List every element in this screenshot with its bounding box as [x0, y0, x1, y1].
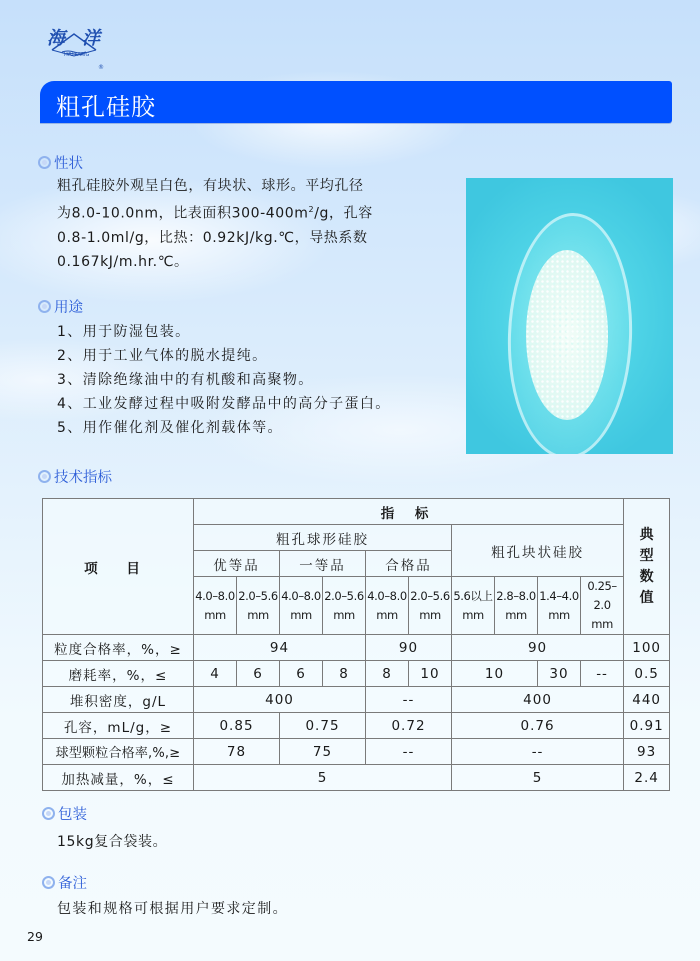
table-cell: 5: [452, 765, 624, 791]
logo-char-2: 洋: [82, 28, 100, 49]
size-range: 2.0–5.6: [410, 588, 450, 603]
row-label: 堆积密度，g/L: [43, 687, 194, 713]
table-row: [43, 765, 670, 791]
size-range: 4.0–8.0: [195, 588, 235, 603]
size-unit: mm: [333, 607, 355, 622]
grade-first: 一等品: [280, 551, 366, 577]
page-number: 29: [27, 929, 43, 944]
size-range: 4.0–8.0: [367, 588, 407, 603]
table-cell: 94: [194, 635, 366, 661]
table-cell: 90: [452, 635, 624, 661]
size-range: 2.0–5.6: [324, 588, 364, 603]
list-item: 4、工业发酵过程中吸附发酵品中的高分子蛋白。: [57, 396, 391, 412]
page-title: 粗孔硅胶: [56, 93, 156, 121]
table-row: [43, 713, 670, 739]
table-cell: 0.85: [194, 713, 280, 739]
silica-gel-granules: [526, 250, 608, 420]
table-cell: 5: [194, 765, 452, 791]
table-cell: 78: [194, 739, 280, 765]
logo-char-1: 海: [47, 28, 65, 49]
item-header: 项 目: [43, 499, 194, 635]
table-cell: 75: [280, 739, 366, 765]
superscript: 2: [308, 205, 315, 214]
heading-text: 包装: [58, 807, 87, 823]
row-label: 球型颗粒合格率,%,≥: [43, 739, 194, 765]
table-cell: 6: [237, 661, 280, 687]
size-range: 1.4–4.0: [539, 588, 579, 603]
product-photo: [466, 178, 673, 454]
list-item: 2、用于工业气体的脱水提纯。: [57, 348, 268, 364]
size-unit: mm: [548, 607, 570, 622]
section-heading-uses: [38, 296, 83, 317]
uses-list: [57, 320, 391, 440]
table-cell: 0.72: [366, 713, 452, 739]
size-unit: mm: [419, 607, 441, 622]
size-unit: mm: [376, 607, 398, 622]
table-row: [43, 739, 670, 765]
grade-premium: 优等品: [194, 551, 280, 577]
table-cell: --: [452, 739, 624, 765]
company-logo: [44, 24, 106, 72]
table-cell: 10: [452, 661, 538, 687]
packaging-text: 15kg复合袋装。: [57, 834, 168, 850]
typical-cell: 100: [624, 635, 670, 661]
heading-text: 技术指标: [54, 470, 112, 486]
row-label: 粒度合格率，%，≥: [43, 635, 194, 661]
typical-cell: 0.5: [624, 661, 670, 687]
section-heading-properties: [38, 152, 83, 173]
title-banner: [40, 81, 672, 123]
table-cell: --: [366, 739, 452, 765]
table-cell: --: [366, 687, 452, 713]
typical-cell: 93: [624, 739, 670, 765]
table-cell: --: [581, 661, 624, 687]
circle-bullet-icon: [38, 156, 51, 169]
group-block-header: 粗孔块状硅胶: [452, 525, 624, 577]
heading-text: 性状: [54, 156, 83, 172]
table-row: [43, 687, 670, 713]
row-label: 加热减量，%，≤: [43, 765, 194, 791]
size-cell: [237, 577, 280, 635]
typical-char: 数: [639, 568, 654, 585]
size-range: 2.0–5.6: [238, 588, 278, 603]
typical-value-header: [624, 499, 670, 635]
properties-line-1: 粗孔硅胶外观呈白色，有块状、球形。平均孔径: [57, 178, 364, 194]
table-cell: 90: [366, 635, 452, 661]
heading-text: 用途: [54, 300, 83, 316]
size-range: 5.6以上: [453, 588, 493, 603]
typical-cell: 0.91: [624, 713, 670, 739]
table-cell: 400: [194, 687, 366, 713]
typical-char: 典: [639, 526, 654, 543]
index-header: 指 标: [194, 499, 624, 525]
table-cell: 10: [409, 661, 452, 687]
list-item: 1、用于防湿包装。: [57, 324, 191, 340]
typical-cell: 440: [624, 687, 670, 713]
table-cell: 6: [280, 661, 323, 687]
circle-bullet-icon: [38, 300, 51, 313]
size-cell: [323, 577, 366, 635]
table-cell: 0.75: [280, 713, 366, 739]
size-unit: mm: [591, 617, 613, 631]
properties-line-2: [57, 198, 417, 226]
section-heading-remarks: [42, 872, 87, 893]
size-range: 0.25–2.0: [587, 579, 617, 612]
size-cell: [495, 577, 538, 635]
size-cell: [194, 577, 237, 635]
row-label: 磨耗率，%，≤: [43, 661, 194, 687]
circle-bullet-icon: [42, 807, 55, 820]
spec-table: [42, 498, 670, 791]
section-heading-specs: [38, 466, 112, 487]
size-range: 4.0–8.0: [281, 588, 321, 603]
row-label: 孔容，mL/g，≥: [43, 713, 194, 739]
table-cell: 30: [538, 661, 581, 687]
heading-text: 备注: [58, 876, 87, 892]
size-cell: [366, 577, 409, 635]
group-spherical-header: 粗孔球形硅胶: [194, 525, 452, 551]
size-cell: [452, 577, 495, 635]
registered-mark: ®: [98, 64, 104, 71]
size-range: 2.8–8.0: [496, 588, 536, 603]
typical-char: 值: [639, 589, 654, 606]
size-unit: mm: [462, 607, 484, 622]
table-cell: 0.76: [452, 713, 624, 739]
size-cell: [280, 577, 323, 635]
list-item: 3、清除绝缘油中的有机酸和高聚物。: [57, 372, 314, 388]
size-unit: mm: [204, 607, 226, 622]
table-cell: 4: [194, 661, 237, 687]
section-heading-packaging: [42, 803, 87, 824]
size-unit: mm: [290, 607, 312, 622]
properties-line-4: 0.167kJ/m.hr.℃。: [57, 253, 189, 270]
typical-cell: 2.4: [624, 765, 670, 791]
table-cell: 400: [452, 687, 624, 713]
circle-bullet-icon: [42, 876, 55, 889]
table-row: [43, 661, 670, 687]
properties-line-3: 0.8-1.0ml/g，比热：0.92kJ/kg.℃，导热系数: [57, 229, 368, 246]
table-cell: 8: [323, 661, 366, 687]
size-unit: mm: [505, 607, 527, 622]
circle-bullet-icon: [38, 470, 51, 483]
logo-english: HAIYANG: [64, 52, 90, 58]
size-unit: mm: [247, 607, 269, 622]
list-item: 5、用作催化剂及催化剂载体等。: [57, 420, 283, 436]
grade-qualified: 合格品: [366, 551, 452, 577]
table-cell: 8: [366, 661, 409, 687]
typical-char: 型: [639, 547, 654, 564]
line-2-text: 为8.0-10.0nm，比表面积300-400m: [57, 205, 309, 222]
remarks-text: 包装和规格可根据用户要求定制。: [57, 901, 288, 917]
size-cell: [409, 577, 452, 635]
size-cell: [581, 577, 624, 635]
size-cell: [538, 577, 581, 635]
line-2-tail: /g，孔容: [314, 205, 373, 222]
table-row: [43, 635, 670, 661]
properties-paragraph: [57, 174, 417, 274]
